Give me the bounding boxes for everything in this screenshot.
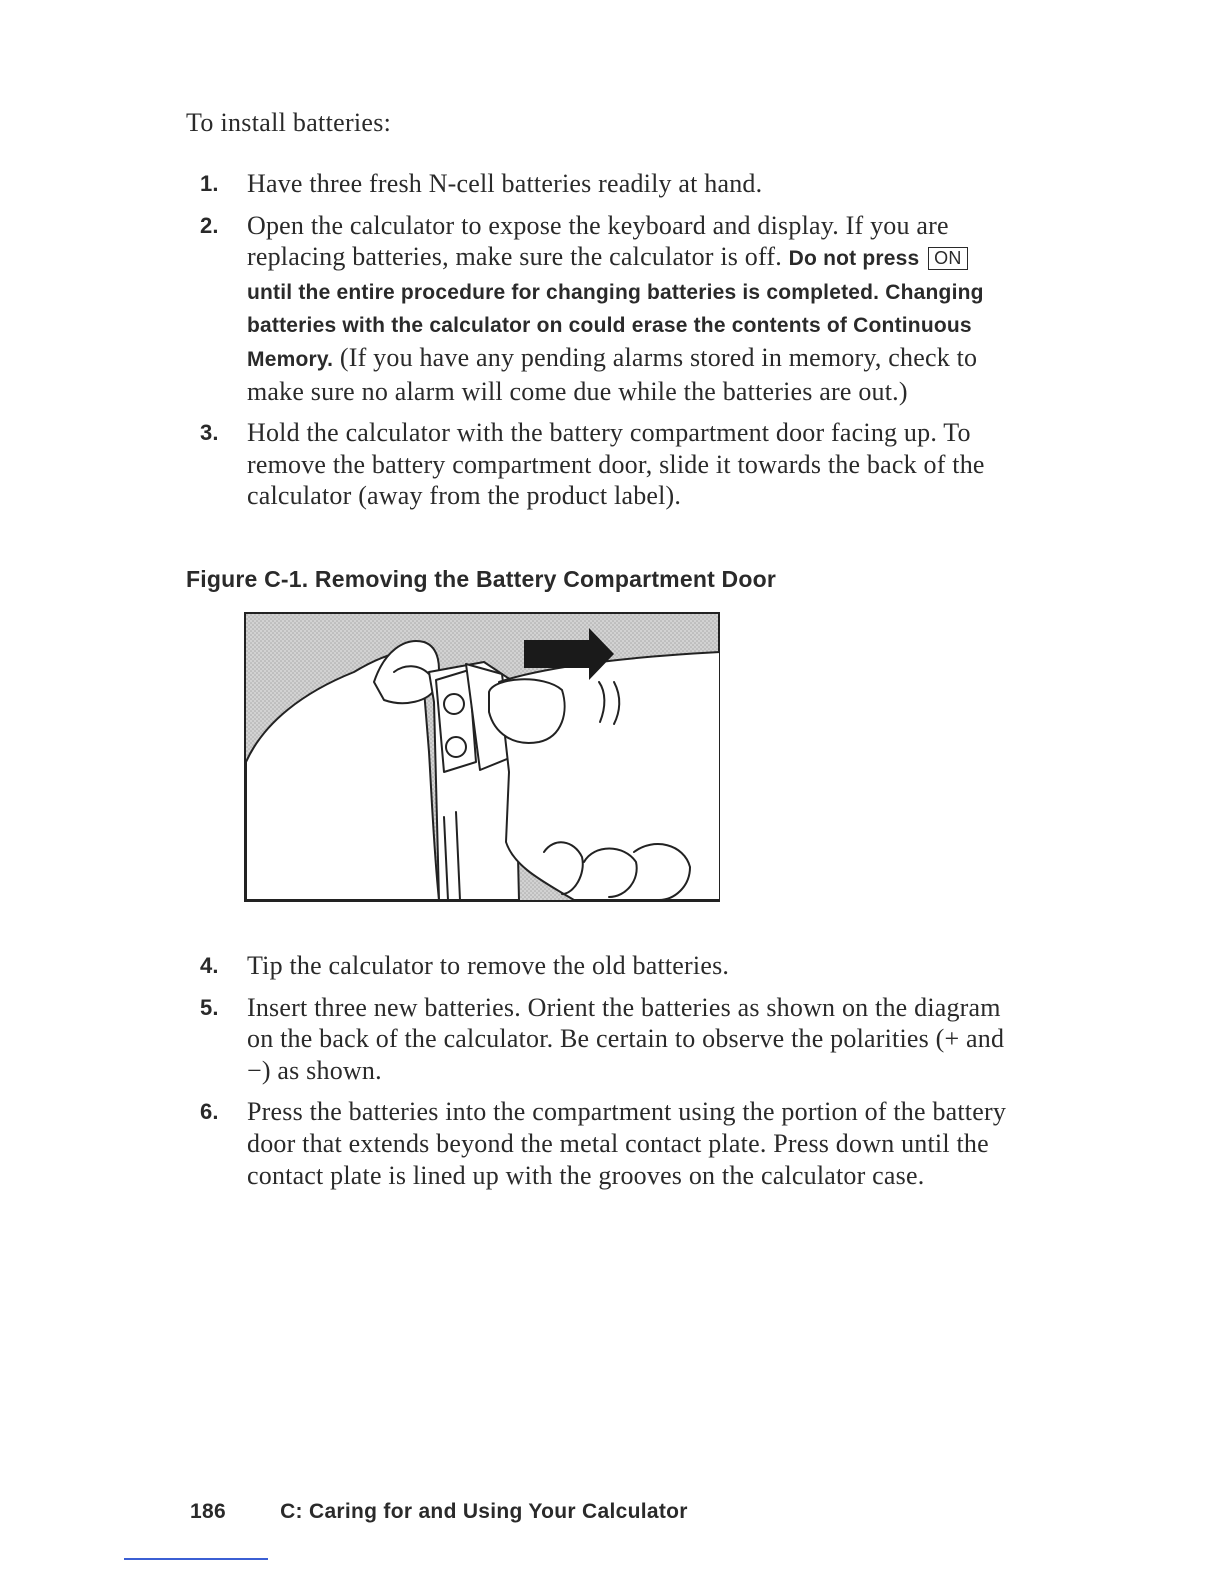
step-6 (200, 1096, 1012, 1191)
step-5 (200, 992, 1012, 1087)
step-text: Insert three new batteries. Orient the batteries as shown on the diagram on the back of the calculator. Be certain to observe the polarities (+ and −) as shown. (247, 992, 1005, 1085)
step-number: 5. (200, 994, 219, 1020)
page-footer (190, 1500, 688, 1524)
step-text-continued: (If you have any pending alarms stored in memory, check to make sure no alarm will come due while the batteries are out.) (247, 342, 978, 406)
page-number: 186 (190, 1500, 226, 1523)
battery-1 (444, 694, 464, 714)
step-number: 4. (200, 953, 219, 978)
step-4 (200, 950, 1012, 982)
figure-caption: Figure C-1. Removing the Battery Compartment Door (186, 566, 776, 592)
step-text: Press the batteries into the compartment using the portion of the battery door that extends beyond the metal contact plate. Press down until the contact plate is lined up with the grooves on the calculator case. (247, 1097, 1007, 1190)
footer-divider (124, 1558, 268, 1560)
intro-text: To install batteries: (186, 108, 392, 137)
step-3 (200, 417, 1012, 512)
right-thumb (489, 679, 565, 743)
step-2 (200, 210, 1012, 408)
chapter-title: C: Caring for and Using Your Calculator (280, 1500, 688, 1523)
warning-text-continued: until the entire procedure for changing batteries is completed. Changing batteries with the calculator on could erase the contents of Continuous Memory. (247, 280, 984, 371)
steps-list-top (200, 168, 1012, 522)
warning-text: Do not press (788, 247, 920, 271)
step-text: Hold the calculator with the battery compartment door facing up. To remove the battery compartment door, slide it towards the back of the calculator (away from the product label). (247, 418, 985, 511)
battery-2 (446, 737, 466, 757)
step-number: 2. (200, 212, 219, 238)
battery-door-illustration (244, 612, 720, 902)
step-text: Tip the calculator to remove the old batteries. (247, 951, 730, 980)
step-text: Have three fresh N-cell batteries readily at hand. (247, 169, 763, 198)
step-number: 3. (200, 420, 219, 446)
steps-list-bottom (200, 950, 1012, 1201)
step-text: Open the calculator to expose the keyboard and display. If you are replacing batteries, make sure the calculator is off. (247, 210, 949, 272)
step-number: 6. (200, 1099, 219, 1125)
step-1 (200, 168, 1012, 200)
on-key-symbol: ON (928, 247, 967, 270)
step-number: 1. (200, 171, 219, 196)
